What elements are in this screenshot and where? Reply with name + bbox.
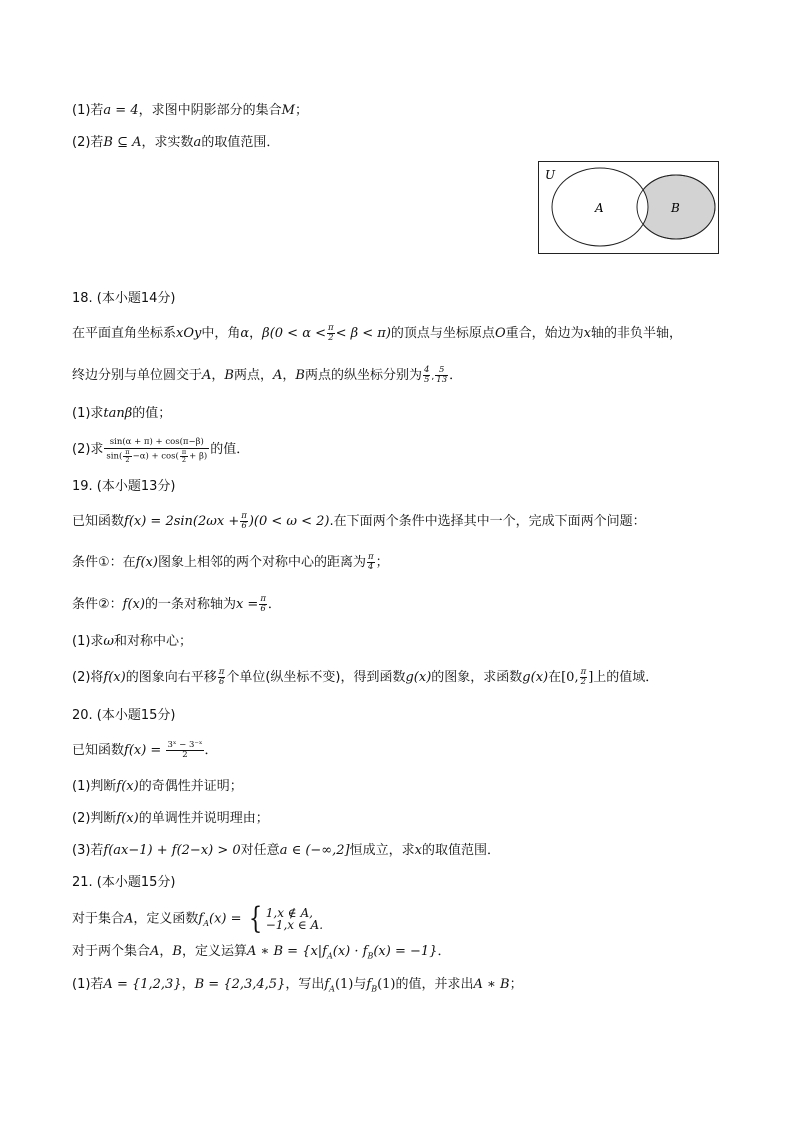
math: a [193, 135, 202, 150]
text: 对于集合 [72, 911, 125, 927]
math: f(x) [116, 811, 139, 826]
universe-label: U [545, 168, 556, 182]
q20-part1 [72, 777, 243, 797]
text: (3)若 [72, 843, 104, 858]
denominator: 6 [260, 604, 266, 614]
math: tanβ [103, 406, 133, 421]
denominator: 2 [125, 455, 130, 464]
math: f(x) = [124, 743, 162, 758]
denominator: 2 [328, 333, 334, 343]
numerator: sin(α + π) + cos(π−β) [104, 436, 209, 449]
denominator: 4 [368, 562, 374, 572]
numerator: π [181, 448, 187, 456]
math: B ⊆ A [103, 135, 142, 150]
text: ，定义函数 [133, 911, 199, 927]
math: a = 4 [103, 103, 139, 118]
text: ，定义运算 [181, 944, 247, 959]
set-b-label: B [671, 201, 680, 215]
math: f(x) = 2sin(2ωx + [124, 514, 240, 529]
text: 个单位(纵坐标不变)，得到函数 [226, 670, 406, 685]
q19-header: 19. (本小题13分) [72, 479, 176, 494]
math: A [203, 919, 210, 929]
venn-diagram [538, 161, 720, 255]
q20-part3 [72, 841, 500, 861]
text: 和对称中心； [114, 634, 193, 649]
text: (1)求 [72, 406, 104, 421]
fraction [180, 449, 188, 463]
numerator: π [218, 667, 225, 677]
math: x = [235, 597, 259, 612]
text: .在下面两个条件中选择其中一个，完成下面两个问题： [329, 514, 646, 529]
q19-line1 [72, 512, 646, 532]
math: f [366, 977, 372, 992]
q19-part1 [72, 632, 192, 652]
q21-part1 [72, 975, 523, 1000]
math: β [262, 326, 270, 341]
text: 中，角 [201, 326, 241, 341]
text: 上的值域． [593, 670, 659, 685]
math: f [324, 977, 330, 992]
q21-line2 [72, 942, 450, 967]
text: (2)求 [72, 442, 104, 457]
text: 的奇偶性并证明； [138, 779, 243, 794]
text: + β) [189, 451, 208, 462]
fraction [367, 553, 375, 572]
math: a ∈ (−∞,2] [279, 843, 350, 858]
math: B [367, 951, 374, 961]
math: A [202, 368, 212, 383]
text: ， [159, 944, 173, 959]
piecewise: { 1,x ∉ A, −1,x ∈ A. [248, 901, 324, 936]
numerator: π [260, 594, 266, 604]
fraction [327, 324, 335, 343]
denominator: 6 [241, 521, 247, 531]
math: A [150, 944, 160, 959]
fraction [259, 595, 267, 614]
text: 已知函数 [72, 514, 125, 529]
q20-part2 [72, 809, 269, 829]
numerator: π [328, 323, 334, 333]
text: 与 [353, 977, 367, 992]
text: 终边分别与单位圆交于 [72, 368, 203, 383]
text: 的值，并求出 [395, 977, 474, 992]
text: (1)若 [72, 103, 104, 118]
text: ． [204, 743, 218, 758]
text: −α) + cos( [132, 451, 179, 462]
math: ω [103, 634, 115, 649]
math: O [494, 326, 506, 341]
text: (2)将 [72, 670, 104, 685]
math: B [224, 368, 234, 383]
fraction [240, 512, 248, 531]
math: f [198, 911, 204, 927]
text: 两点， [233, 368, 273, 383]
numerator: 5 [435, 366, 448, 376]
fraction [435, 366, 448, 385]
text: 恒成立，求 [349, 843, 415, 858]
math: α [240, 326, 250, 341]
text: ； [375, 555, 389, 570]
set-a-label: A [595, 201, 604, 215]
text: (1)判断 [72, 779, 117, 794]
math: f(x) [135, 555, 158, 570]
math: A = {1,2,3} [103, 977, 182, 992]
fraction [166, 741, 203, 760]
math: x [583, 326, 591, 341]
math: A [273, 368, 283, 383]
math: A [329, 984, 335, 994]
q19-condition2 [72, 595, 281, 615]
text: 的值． [210, 442, 250, 457]
text: 在 [548, 670, 562, 685]
math: A [327, 951, 333, 961]
fraction [123, 449, 131, 463]
math: A [124, 911, 134, 927]
text: sin( [106, 451, 123, 462]
text: 的取值范围． [421, 843, 500, 858]
fraction [218, 668, 226, 687]
math: x [414, 843, 422, 858]
math: f(x) [116, 779, 139, 794]
text: 的一条对称轴为 [144, 597, 236, 612]
text: 已知函数 [72, 743, 125, 758]
fraction [580, 668, 588, 687]
text: 的取值范围． [201, 135, 280, 150]
q18-part1 [72, 404, 171, 424]
math: B [295, 368, 305, 383]
math: (x) · f [332, 944, 368, 959]
text: ； [509, 977, 523, 992]
q17-part2 [72, 133, 279, 153]
math: B [371, 984, 378, 994]
math: (x) = −1} [373, 944, 438, 959]
q20-header: 20. (本小题15分) [72, 708, 176, 723]
numerator: π [125, 448, 130, 456]
text: ； [294, 103, 308, 118]
denominator: 2 [580, 677, 587, 687]
text: ． [437, 944, 451, 959]
text: 的图象向右平移 [125, 670, 217, 685]
text: ，求实数 [141, 135, 194, 150]
math: M [281, 103, 295, 118]
math: g(x) [405, 670, 432, 685]
text: 的单调性并说明理由； [138, 811, 269, 826]
text: 的图象，求函数 [431, 670, 523, 685]
q18-header: 18. (本小题14分) [72, 291, 176, 306]
text: 图象上相邻的两个对称中心的距离为 [157, 555, 366, 570]
text: 对于两个集合 [72, 944, 151, 959]
math: A ∗ B [473, 977, 510, 992]
math: (0 < α < [269, 326, 326, 341]
math: f(ax−1) + f(2−x) > 0 [103, 843, 241, 858]
fraction [423, 366, 430, 385]
text: 两点的纵坐标分别为 [304, 368, 422, 383]
text: ． [449, 368, 463, 383]
math: (1) [377, 977, 396, 992]
text: ， [181, 977, 195, 992]
math: A ∗ B = {x|f [247, 944, 327, 959]
math: B [172, 944, 182, 959]
text: 在平面直角坐标系 [72, 326, 177, 341]
q20-line1 [72, 741, 218, 761]
text: (2)若 [72, 135, 104, 150]
text: (1)求 [72, 634, 104, 649]
text: (2)判断 [72, 811, 117, 826]
math: (x) = [209, 911, 242, 927]
text: ， [249, 326, 263, 341]
math: < β < π) [335, 326, 391, 341]
text: (1)若 [72, 977, 104, 992]
q18-line2: 终边分别与单位圆交于A，B两点，A，B两点的纵坐标分别为 $\frac{4}{5}$ , $\frac{5}{13}$ ． [72, 365, 463, 385]
text: 条件②： [72, 597, 123, 612]
text: ， [211, 368, 225, 383]
math: f(x) [103, 670, 126, 685]
math: f(x) [122, 597, 145, 612]
q21-line1 [72, 901, 324, 939]
q19-part2 [72, 668, 658, 688]
math: B = {2,3,4,5} [194, 977, 286, 992]
denominator: 6 [218, 677, 225, 687]
text: 条件①：在 [72, 555, 136, 570]
text: ，写出 [285, 977, 325, 992]
fraction [104, 436, 209, 463]
denominator: 2 [182, 750, 188, 760]
q19-condition1 [72, 553, 389, 573]
q18-part2 [72, 436, 249, 463]
math: (1) [334, 977, 354, 992]
text: ． [267, 597, 281, 612]
case: −1,x ∈ A. [265, 918, 324, 932]
text: 对任意 [240, 843, 280, 858]
case: 1,x ∉ A, [265, 906, 313, 920]
text: ，求图中阴影部分的集合 [138, 103, 282, 118]
denominator [104, 449, 209, 463]
math: )(0 < ω < 2) [248, 514, 330, 529]
denominator: 13 [436, 375, 448, 385]
numerator: 3ˣ − 3⁻ˣ [167, 740, 203, 750]
text: 的顶点与坐标原点 [390, 326, 495, 341]
q18-line1 [72, 324, 682, 344]
numerator: π [241, 511, 247, 521]
numerator: 4 [423, 365, 430, 375]
denominator: 2 [181, 455, 187, 464]
math: ] [588, 670, 594, 685]
q21-header: 21. (本小题15分) [72, 875, 176, 890]
denominator: 5 [423, 375, 430, 385]
math: g(x) [522, 670, 549, 685]
math: [0, [561, 670, 579, 685]
text: 的值； [132, 406, 172, 421]
q17-part1 [72, 101, 308, 121]
numerator: π [580, 667, 587, 677]
text: 轴的非负半轴， [590, 326, 682, 341]
text: 重合，始边为 [505, 326, 584, 341]
numerator: π [367, 552, 374, 562]
math: xOy [176, 326, 202, 341]
text: ， [282, 368, 296, 383]
